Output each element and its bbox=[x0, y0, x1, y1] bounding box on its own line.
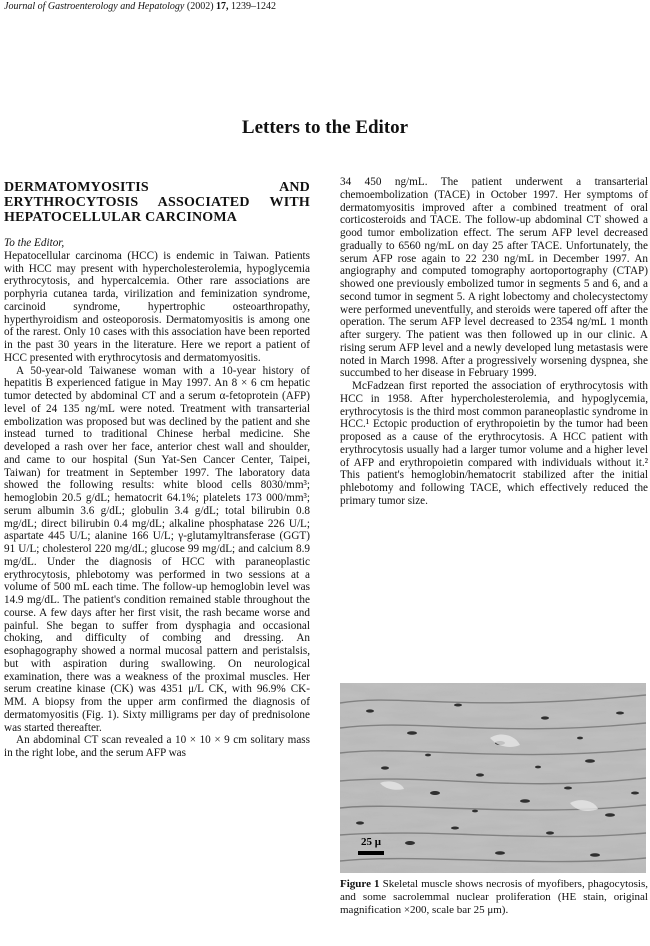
scale-bar bbox=[358, 851, 384, 855]
right-column bbox=[340, 176, 648, 508]
scale-bar-label: 25 μ bbox=[361, 836, 381, 848]
caption-label: Figure 1 bbox=[340, 878, 380, 890]
article-title: DERMATOMYOSITIS AND ERYTHROCYTOSIS ASSOCIATED WITH HEPATOCELLULAR CARCINOMA bbox=[4, 180, 310, 225]
figure-1-micrograph bbox=[340, 683, 646, 873]
tissue-texture bbox=[340, 683, 646, 873]
paragraph: McFadzean first reported the association of erythrocytosis with HCC in 1958. After hypercholesterolemia, and hypoglycemia, erythrocytosis is the third most common paraneoplastic syndrome in HCC.¹ Ectopic production of erythropoietin by the tumor had been proposed as a cause of the erythrocytosis. A HCC patient with erythrocytosis usually had a larger tumor volume and a higher level of AFP and erythropoietin compared with individuals without it.² This patient's hemoglobin/hematocrit stabilized after the initial phlebotomy and following TACE, which effectively reduced the primary tumor size. bbox=[340, 380, 648, 507]
journal-name: Journal of Gastroenterology and Hepatology bbox=[4, 1, 185, 12]
journal-pages: 1239–1242 bbox=[231, 1, 277, 12]
running-header bbox=[4, 1, 276, 13]
salutation: To the Editor, bbox=[4, 237, 65, 249]
paragraph: 34 450 ng/mL. The patient underwent a transarterial chemoembolization (TACE) in October 1997. Her symptoms of dermatomyositis improved after a combined treatment of oral corticosteroids and TACE. The follow-up abdominal CT showed a good tumor embolization effect. The serum AFP level decreased gradually to 6560 ng/mL on day 25 after TACE. Unfortunately, the serum AFP rose again to 22 230 ng/mL in December 1997. An angiography and computed tomography aortoportography (CTAP) showed one previously embolized tumor in segments 5 and 6, and a second tumor in segment 5. A right lobectomy and cholecystectomy were performed uneventfully, and steroids were tapered off after the operation. The serum AFP level decreased to 2354 ng/mL 1 month after surgery. The patient was then followed up in our clinic. A rising serum AFP level and a newly developed lung metastasis were noted in March 1998. After a progressively worsening dyspnea, she succumbed to her disease in February 1999. bbox=[340, 176, 648, 380]
paragraph: A 50-year-old Taiwanese woman with a 10-year history of hepatitis B experienced fatigue in May 1997. An 8 × 6 cm hepatic tumor detected by abdominal CT and a serum α-fetoprotein (AFP) level of 24 135 ng/mL were noted. Treatment with transarterial embolization was proposed but was declined by the patient and she instead turned to traditional Chinese herbal medicine. She developed a rash over her face, anterior chest wall and shoulder, and came to our hospital (Sun Yat-Sen Cancer Center, Taipei, Taiwan) for treatment in September 1997. The laboratory data showed the following results: white blood cells 8030/mm³; hemoglobin 20.5 g/dL; hematocrit 64.1%; platelets 173 000/mm³; serum albumin 3.6 g/dL; globulin 3.4 g/dL; total bilirubin 0.8 mg/dL; direct bilirubin 0.4 mg/dL; alkaline phosphatase 226 U/L; aspartate 445 U/L; alanine 166 U/L; γ-glutamyltransferase (GGT) 91 U/L; cholesterol 220 mg/dL; glucose 99 mg/dL; and calcium 8.9 mg/dL. Under the diagnosis of HCC with paraneoplastic erythrocytosis, phlebotomy was performed in two sessions at a volume of 500 mL each time. The follow-up hemoglobin level was 14.9 mg/dL. The patient's condition remained stable throughout the course. A few days after her first visit, the rash became worse and painful. She began to suffer from dysphagia and occasional choking, and difficulty of combing and dressing. An esophagography showed a normal mucosal pattern and peristalsis, but with aspiration during swallowing. On neurological examination, there was a weakness of the proximal muscles. Her serum creatine kinase (CK) was 4351 μ/L CK, with 96.9% CK-MM. A biopsy from the upper arm confirmed the diagnosis of dermatomyositis (Fig. 1). Sixty milligrams per day of prednisolone was started thereafter. bbox=[4, 364, 310, 734]
paragraph: An abdominal CT scan revealed a 10 × 10 × 9 cm solitary mass in the right lobe, and the serum AFP was bbox=[4, 734, 310, 759]
figure-caption bbox=[340, 878, 648, 917]
journal-volume: 17, bbox=[216, 1, 229, 12]
left-column bbox=[4, 176, 310, 760]
paragraph: Hepatocellular carcinoma (HCC) is endemic in Taiwan. Patients with HCC may present with hypercholesterolemia, hypoglycemia erythrocytosis, and hypercalcemia. Other rare associations are porphyria cutanea tarda, virilization and feminization syndrome, carcinoid syndrome, hypertrophic osteoarthropathy, hyperthyroidism and osteoporosis. Dermatomyositis is among one of the rarest. Only 10 cases with this association have been reported in the past 30 years in the literature. Here we report a patient of HCC presented with erythrocytosis and dermatomyositis. bbox=[4, 249, 310, 364]
journal-year: (2002) bbox=[186, 1, 214, 12]
section-title: Letters to the Editor bbox=[241, 117, 409, 138]
caption-text: Skeletal muscle shows necrosis of myofibers, phagocytosis, and some sacrolemmal nuclear proliferation (HE stain, original magnification ×200, scale bar 25 μm). bbox=[340, 878, 648, 916]
histology-image bbox=[340, 683, 646, 873]
